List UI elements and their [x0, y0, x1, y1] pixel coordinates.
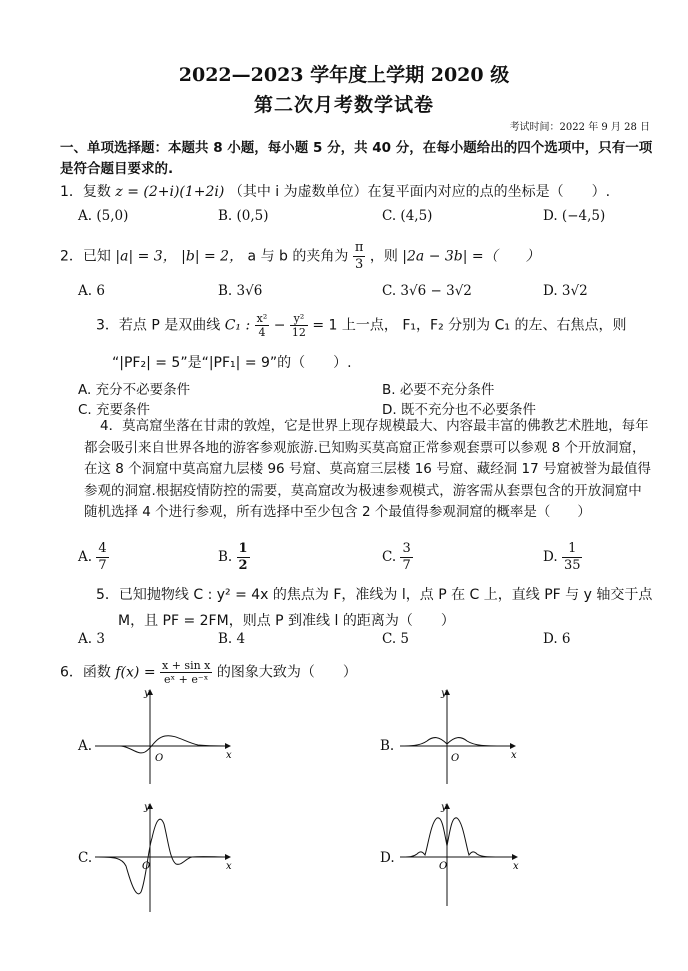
q4-option-c	[382, 541, 413, 574]
q2-target: |2a − 3b| =（ ）	[402, 248, 540, 265]
q2-number: 2．已知	[60, 248, 111, 265]
curve	[95, 736, 225, 753]
exam-title-line2: 第二次月考数学试卷	[253, 94, 434, 116]
q3-point-text: = 1 上一点，	[312, 317, 398, 334]
origin-label: O	[439, 861, 448, 872]
q3-option-d: D. 既不充分也不必要条件	[382, 402, 536, 418]
q3-curve: C₁ :	[224, 317, 251, 334]
question-4: 4．莫高窟坐落在甘肃的敦煌，它是世界上现存规模最大、内容最丰富的佛教艺术胜地，每年都会吸引来自世界各地的游客参观旅游.已知购买莫高窟正常参观套票可以参观 8 个开放洞窟，在这 8 个洞窟中莫高窟九层楼 96 号窟、莫高窟三层楼 16 号窟、藏经洞 17 号窟被誉为最值得参观的洞窟.根据疫情防控的需要，莫高窟改为极速参观模式，游客需从套票包含的开放洞窟中随机选择 4 个进行参观，所有选择中至少包含 2 个最值得参观洞窟的概率是（ ）	[84, 418, 651, 520]
question-3-line1	[96, 312, 626, 339]
q3-frac1-num: x²	[256, 312, 268, 325]
origin-label: O	[155, 753, 164, 764]
question-2	[60, 240, 540, 273]
q6-frac-den: eˣ + e⁻ˣ	[164, 673, 209, 686]
q4-c-label: C.	[382, 549, 397, 565]
q3-frac-1	[255, 312, 270, 339]
q4-d-num: 1	[562, 541, 583, 558]
q2-option-c: C. 3√6 − 3√2	[382, 283, 472, 299]
q3-frac-2	[290, 312, 308, 339]
q4-a-den: 7	[98, 558, 107, 573]
q2-option-b: B. 3√6	[218, 283, 263, 299]
q4-d-den: 35	[563, 558, 581, 573]
q5-option-b: B. 4	[218, 631, 246, 647]
y-label: y	[441, 688, 447, 699]
q6-fraction	[160, 659, 212, 686]
q1-option-d: D. (−4,5)	[543, 208, 606, 224]
q2-norm-b: |b| = 2，	[181, 248, 244, 265]
q5-option-c: C. 5	[382, 631, 410, 647]
q6-option-a-label: A.	[78, 738, 93, 754]
x-label: x	[226, 750, 232, 761]
q4-option-a	[78, 541, 109, 574]
q3-option-b: B. 必要不充分条件	[382, 382, 495, 398]
q2-norm-a: |a| = 3，	[115, 248, 177, 265]
q4-a-label: A.	[78, 549, 93, 565]
q3-option-a: A. 充分不必要条件	[78, 382, 191, 398]
q6-graph-b	[395, 686, 525, 786]
curve	[400, 738, 505, 746]
x-label: x	[226, 861, 232, 872]
q3-line2: “|PF₂| = 5”是“|PF₁| = 9”的（ ）.	[112, 355, 352, 371]
origin-label: O	[142, 861, 151, 872]
q1-option-b: B. (0,5)	[218, 208, 269, 224]
q6-option-c-label: C.	[78, 850, 93, 866]
q2-then: ，则	[369, 248, 398, 265]
q1-text: （其中 i 为虚数单位）在复平面内对应的点的坐标是（ ）.	[228, 184, 611, 200]
q2-frac-num: π	[354, 240, 364, 255]
q2-frac-den: 3	[354, 257, 364, 272]
q4-b-num: 1	[238, 541, 248, 556]
y-label: y	[144, 688, 150, 699]
y-label: y	[144, 802, 150, 813]
q4-b-label: B.	[218, 549, 233, 565]
q5-option-d: D. 6	[543, 631, 571, 647]
section-heading-line2: 是符合题目要求的.	[60, 161, 174, 177]
q4-option-b	[218, 541, 250, 574]
origin-label: O	[451, 753, 460, 764]
question-6	[60, 659, 357, 686]
q2-angle-text: a 与 b 的夹角为	[247, 248, 349, 265]
q1-option-c: C. (4,5)	[382, 208, 433, 224]
q6-frac-num: x + sin x	[162, 659, 211, 672]
q5-option-a: A. 3	[78, 631, 105, 647]
q6-graph-a	[90, 686, 240, 786]
q1-option-a: A. (5,0)	[78, 208, 129, 224]
y-label: y	[441, 802, 447, 813]
q1-number: 1．复数	[60, 184, 111, 200]
q3-frac2-den: 12	[291, 326, 306, 339]
q2-angle-fraction	[353, 240, 366, 273]
q4-d-label: D.	[543, 549, 558, 565]
question-5-line2: M，且 PF = 2FM，则点 P 到准线 l 的距离为（ ）	[118, 613, 455, 629]
q6-text: 的图象大致为（ ）	[216, 664, 357, 681]
section-heading-line1: 一、单项选择题：本题共 8 小题，每小题 5 分，共 40 分，在每小题给出的四个选项中，只有一项	[60, 140, 653, 156]
q3-minus: −	[273, 317, 286, 334]
q3-option-c: C. 充要条件	[78, 402, 151, 418]
q3-intro: 3．若点 P 是双曲线	[96, 317, 221, 334]
q6-option-d-label: D.	[380, 850, 395, 866]
q2-option-d: D. 3√2	[543, 283, 588, 299]
q4-c-den: 7	[402, 558, 411, 573]
q6-graph-d	[395, 800, 525, 910]
x-label: x	[513, 861, 519, 872]
question-1	[60, 181, 610, 201]
curve	[403, 818, 505, 857]
x-label: x	[511, 750, 517, 761]
q4-b-den: 2	[238, 558, 248, 573]
q4-c-num: 3	[402, 541, 411, 556]
q6-graph-c	[90, 800, 240, 915]
q6-fx: f(x) =	[115, 664, 156, 681]
q4-option-d	[543, 541, 582, 574]
question-5-line1: 5．已知抛物线 C : y² = 4x 的焦点为 F，准线为 l，点 P 在 C 上，直线 PF 与 y 轴交于点	[96, 587, 653, 603]
q2-option-a: A. 6	[78, 283, 105, 299]
q6-option-b-label: B.	[380, 738, 395, 754]
q4-a-num: 4	[98, 541, 107, 556]
exam-title-line1: 2022—2023 学年度上学期 2020 级	[178, 64, 510, 86]
q3-frac2-num: y²	[290, 312, 308, 326]
q1-expression: z = (2+i)(1+2i)	[115, 184, 225, 200]
q6-number: 6．函数	[60, 664, 111, 681]
q3-frac1-den: 4	[258, 326, 266, 339]
exam-time: 考试时间：2022 年 9 月 28 日	[509, 122, 650, 133]
q3-foci-text: F₁，F₂ 分别为 C₁ 的左、右焦点，则	[402, 317, 627, 334]
